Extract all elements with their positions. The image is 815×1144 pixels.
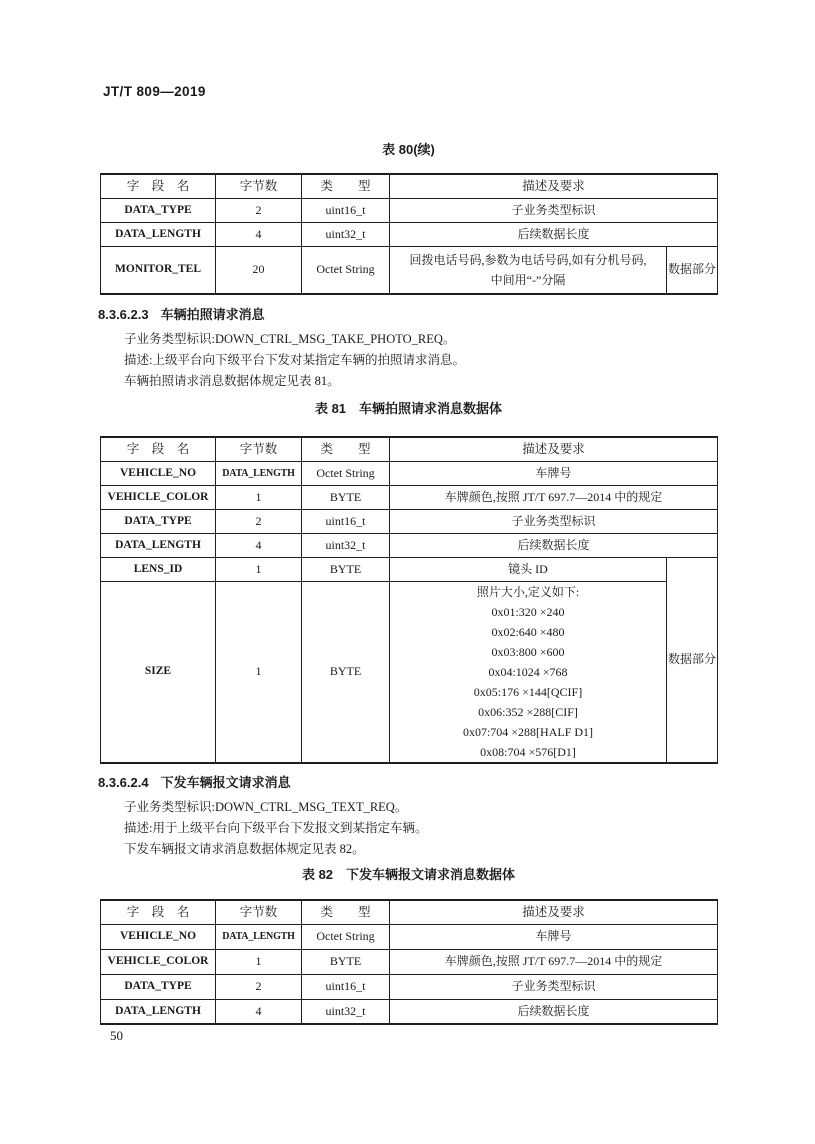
col-header-field: 字 段 名 <box>101 174 216 198</box>
section-paragraphs <box>98 797 718 860</box>
field-name: DATA_TYPE <box>101 509 216 533</box>
section-number: 8.3.6.2.4 <box>98 775 149 790</box>
data-type: BYTE <box>302 485 390 509</box>
field-name: VEHICLE_NO <box>101 461 216 485</box>
description-line: 0x06:352 ×288[CIF] <box>478 704 578 719</box>
col-header-desc: 描述及要求 <box>390 174 718 198</box>
data-type: BYTE <box>302 949 390 974</box>
table-header-row <box>101 174 718 198</box>
section-title: 下发车辆报文请求消息 <box>160 775 291 790</box>
section-heading <box>98 774 718 792</box>
col-header-type: 类 型 <box>302 900 390 924</box>
description: 车牌颜色,按照 JT/T 697.7—2014 中的规定 <box>390 949 718 974</box>
data-type: Octet String <box>302 461 390 485</box>
table81-caption: 表 81 车辆拍照请求消息数据体 <box>314 401 503 416</box>
description: 后续数据长度 <box>390 999 718 1024</box>
byte-count: 4 <box>216 533 302 557</box>
data-type: BYTE <box>302 557 390 581</box>
description-line: 0x01:320 ×240 <box>491 604 565 619</box>
col-header-desc: 描述及要求 <box>390 900 718 924</box>
table80-caption: 表 80(续) <box>382 142 435 157</box>
description: 车牌号 <box>390 461 718 485</box>
byte-count: 4 <box>216 222 302 246</box>
table-row <box>101 198 718 222</box>
field-name: MONITOR_TEL <box>101 246 216 294</box>
paragraph: 描述:上级平台向下级平台下发对某指定车辆的拍照请求消息。 <box>124 353 465 367</box>
description: 车牌号 <box>390 924 718 949</box>
section-paragraphs <box>98 329 718 392</box>
paragraph: 下发车辆报文请求消息数据体规定见表 82。 <box>124 842 365 856</box>
col-header-desc: 描述及要求 <box>390 437 718 461</box>
section-8-3-6-2-3 <box>98 306 718 392</box>
byte-count: DATA_LENGTH <box>216 924 302 949</box>
byte-count: 1 <box>216 949 302 974</box>
table-row <box>101 246 718 294</box>
table-row <box>101 533 718 557</box>
data-type: uint32_t <box>302 222 390 246</box>
field-name: DATA_TYPE <box>101 974 216 999</box>
byte-count: 1 <box>216 485 302 509</box>
data-type: uint16_t <box>302 509 390 533</box>
table-row <box>101 461 718 485</box>
description-line: 0x03:800 ×600 <box>491 644 565 659</box>
field-name: DATA_TYPE <box>101 198 216 222</box>
field-name: DATA_LENGTH <box>101 222 216 246</box>
section-title: 车辆拍照请求消息 <box>160 307 265 322</box>
page-number: 50 <box>110 1028 123 1043</box>
table-row <box>101 509 718 533</box>
data-type: uint16_t <box>302 198 390 222</box>
field-name: DATA_LENGTH <box>101 533 216 557</box>
paragraph: 子业务类型标识:DOWN_CTRL_MSG_TAKE_PHOTO_REQ。 <box>124 332 456 346</box>
field-name: VEHICLE_NO <box>101 924 216 949</box>
col-header-bytes: 字节数 <box>216 174 302 198</box>
data-type: uint32_t <box>302 533 390 557</box>
byte-count: 1 <box>216 557 302 581</box>
byte-count: DATA_LENGTH <box>216 461 302 485</box>
data-type: BYTE <box>302 581 390 763</box>
description: 后续数据长度 <box>390 222 718 246</box>
data-type: Octet String <box>302 924 390 949</box>
table-row <box>101 222 718 246</box>
description <box>390 246 667 294</box>
data-part-label: 数据部分 <box>667 557 718 763</box>
data-type: uint32_t <box>302 999 390 1024</box>
col-header-type: 类 型 <box>302 174 390 198</box>
table-row <box>101 949 718 974</box>
table-row <box>101 485 718 509</box>
table-81 <box>100 436 718 764</box>
col-header-type: 类 型 <box>302 437 390 461</box>
description: 子业务类型标识 <box>390 509 718 533</box>
byte-count: 20 <box>216 246 302 294</box>
table-row <box>101 924 718 949</box>
field-name: DATA_LENGTH <box>101 999 216 1024</box>
description-line: 0x07:704 ×288[HALF D1] <box>462 724 594 739</box>
description: 后续数据长度 <box>390 533 718 557</box>
col-header-bytes: 字节数 <box>216 900 302 924</box>
table82-caption: 表 82 下发车辆报文请求消息数据体 <box>301 867 516 882</box>
description: 镜头 ID <box>390 557 667 581</box>
description-line: 0x05:176 ×144[QCIF] <box>473 684 583 699</box>
description-line: 中间用“-”分隔 <box>490 272 566 287</box>
col-header-field: 字 段 名 <box>101 437 216 461</box>
description-line: 照片大小,定义如下: <box>476 584 580 599</box>
description: 车牌颜色,按照 JT/T 697.7—2014 中的规定 <box>390 485 718 509</box>
table-80 <box>100 173 718 295</box>
description-line: 回拨电话号码,参数为电话号码,如有分机号码, <box>409 252 647 267</box>
byte-count: 2 <box>216 198 302 222</box>
paragraph: 车辆拍照请求消息数据体规定见表 81。 <box>124 374 340 388</box>
field-name: LENS_ID <box>101 557 216 581</box>
table-header-row <box>101 900 718 924</box>
description: 子业务类型标识 <box>390 198 718 222</box>
table-header-row <box>101 437 718 461</box>
col-header-field: 字 段 名 <box>101 900 216 924</box>
doc-code: JT/T 809—2019 <box>103 84 206 99</box>
section-heading <box>98 306 718 324</box>
table-row <box>101 974 718 999</box>
field-name: SIZE <box>101 581 216 763</box>
byte-count: 2 <box>216 509 302 533</box>
byte-count: 2 <box>216 974 302 999</box>
table-row <box>101 999 718 1024</box>
field-name: VEHICLE_COLOR <box>101 485 216 509</box>
byte-count: 4 <box>216 999 302 1024</box>
table-row <box>101 557 718 581</box>
paragraph: 子业务类型标识:DOWN_CTRL_MSG_TEXT_REQ。 <box>124 800 408 814</box>
section-number: 8.3.6.2.3 <box>98 307 149 322</box>
description: 子业务类型标识 <box>390 974 718 999</box>
data-type: uint16_t <box>302 974 390 999</box>
description <box>390 581 667 763</box>
section-8-3-6-2-4 <box>98 774 718 860</box>
description-line: 0x08:704 ×576[D1] <box>480 744 576 759</box>
field-name: VEHICLE_COLOR <box>101 949 216 974</box>
byte-count: 1 <box>216 581 302 763</box>
table-82 <box>100 899 718 1025</box>
table-row <box>101 581 718 763</box>
description-line: 0x04:1024 ×768 <box>488 664 568 679</box>
col-header-bytes: 字节数 <box>216 437 302 461</box>
data-part-label: 数据部分 <box>667 246 718 294</box>
data-type: Octet String <box>302 246 390 294</box>
description-line: 0x02:640 ×480 <box>491 624 565 639</box>
paragraph: 描述:用于上级平台向下级平台下发报文到某指定车辆。 <box>124 821 428 835</box>
